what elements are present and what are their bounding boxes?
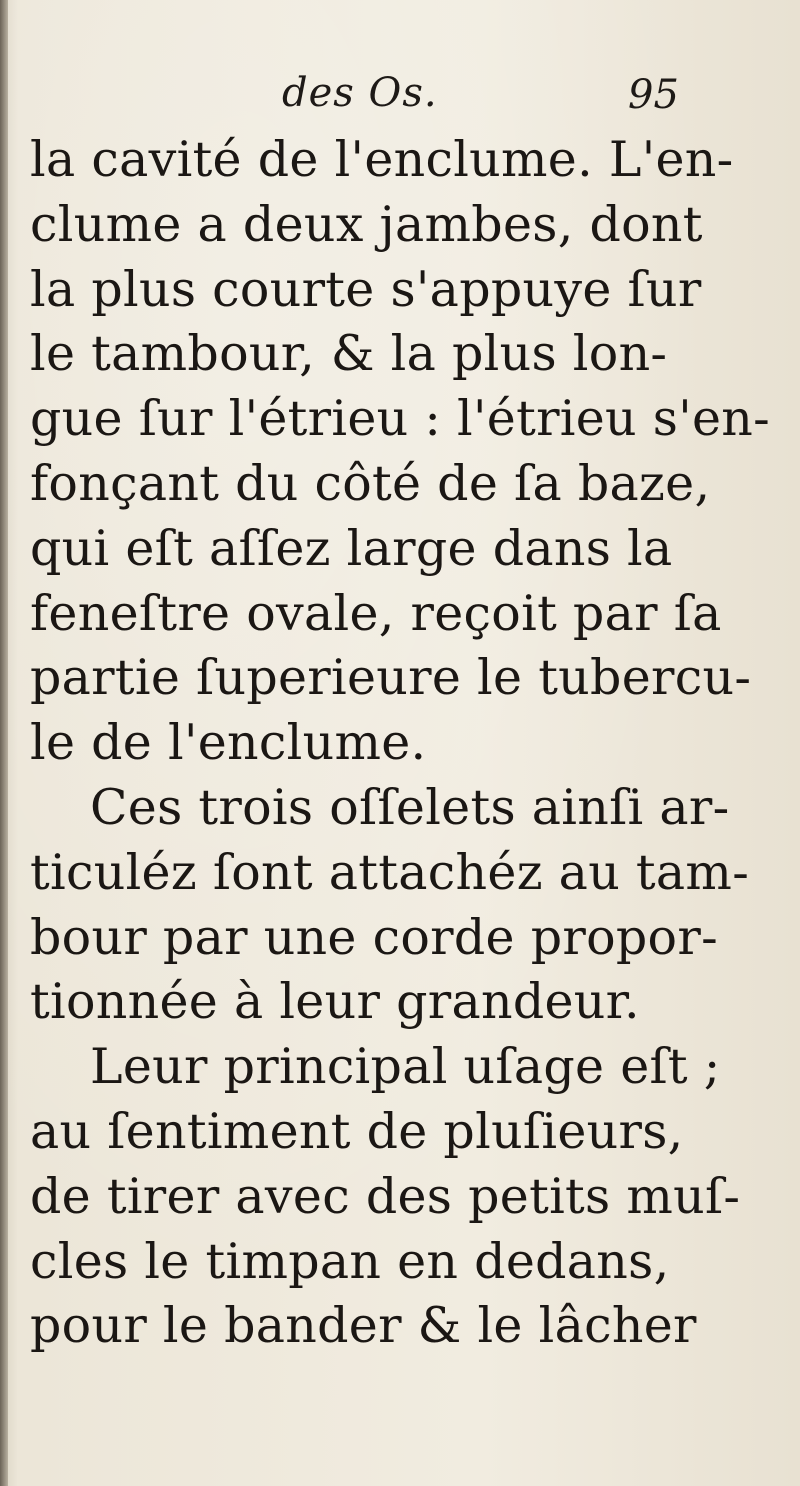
text-line: qui eſt aſſez large dans la (30, 519, 673, 577)
text-line: pour le bander & le lâcher (30, 1297, 697, 1355)
text-line: fonçant du côté de ſa baze, (30, 454, 711, 512)
text-line: partie ſuperieure le tubercu- (30, 649, 752, 707)
text-line: au ſentiment de pluſieurs, (30, 1102, 684, 1160)
text-line: feneſtre ovale, reçoit par ſa (30, 584, 722, 642)
running-head (0, 70, 800, 130)
page-number: 95 (628, 72, 679, 118)
text-line: le tambour, & la plus lon- (30, 325, 668, 383)
text-line: ticuléz ſont attachéz au tam- (30, 843, 750, 901)
text-line: la cavité de l'enclume. L'en- (30, 131, 734, 188)
binding-gutter (0, 0, 8, 1486)
text-line: de tirer avec des petits muſ- (30, 1167, 741, 1225)
running-title: des Os. (282, 70, 438, 116)
text-line: le de l'enclume. (30, 714, 427, 772)
paragraph-start-line: Ces trois oſſelets ainſi ar- (90, 778, 730, 836)
text-line: clume a deux jambes, dont (30, 195, 703, 253)
paragraph-start-line: Leur principal uſage eſt ; (90, 1038, 721, 1096)
text-line: gue ſur l'étrieu : l'étrieu s'en- (30, 390, 771, 448)
text-line: cles le timpan en dedans, (30, 1232, 670, 1290)
text-line: tionnée à leur grandeur. (30, 973, 640, 1031)
body-text (30, 128, 790, 1359)
text-line: bour par une corde propor- (30, 908, 718, 966)
text-line: la plus courte s'appuye ſur (30, 260, 702, 318)
